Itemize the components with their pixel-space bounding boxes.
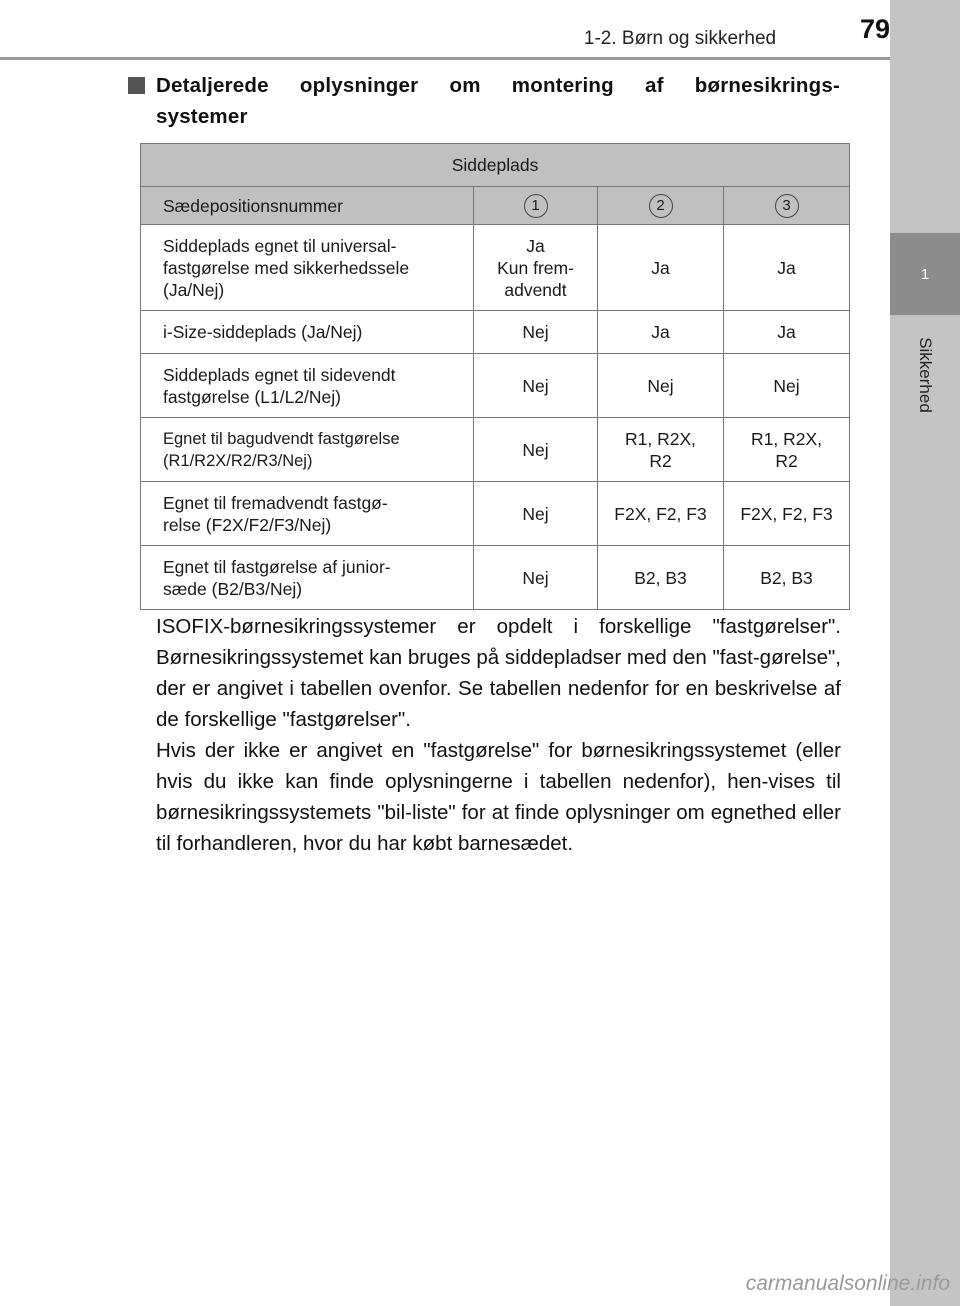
row-label: Egnet til bagudvendt fastgørelse (R1/R2X/R2/R3/Nej) — [141, 418, 474, 482]
seat-position-label: Sædepositionsnummer — [141, 187, 474, 225]
row-label: Egnet til fremadvendt fastgø- relse (F2X/F2/F3/Nej) — [141, 482, 474, 546]
cell-value: R1, R2X, R2 — [724, 418, 850, 482]
table-title: Siddeplads — [141, 144, 850, 187]
cell-value: R1, R2X, R2 — [598, 418, 724, 482]
circled-number-icon: 1 — [524, 194, 548, 218]
circled-number-icon: 3 — [775, 194, 799, 218]
heading-text: Detaljerede oplysninger om montering af børnesikrings-systemer — [156, 74, 840, 128]
header-section-title: 1-2. Børn og sikkerhed — [583, 28, 777, 49]
table-row — [141, 354, 850, 418]
heading-square-marker — [128, 77, 145, 94]
row-label: i-Size-siddeplads (Ja/Nej) — [141, 311, 474, 354]
cell-value: F2X, F2, F3 — [724, 482, 850, 546]
chapter-number-tab[interactable]: 1 — [890, 233, 960, 315]
cell-value: Nej — [474, 418, 598, 482]
body-text — [156, 611, 841, 859]
paragraph: Hvis der ikke er angivet en "fastgørelse" for børnesikringssystemet (eller hvis du ikke kan finde oplysningerne i tabellen nedenfor), hen-vises til børnesikringssystemets "bil-liste" for at finde oplysninger om egnethed eller til forhandleren, hvor du har købt barnesædet. — [156, 739, 841, 855]
watermark: carmanualsonline.info — [745, 1272, 950, 1295]
header-divider — [0, 57, 890, 60]
cell-value: Ja — [598, 311, 724, 354]
cell-value: Nej — [474, 354, 598, 418]
circled-number-icon: 2 — [649, 194, 673, 218]
row-label: Siddeplads egnet til universal- fastgørelse med sikkerhedssele (Ja/Nej) — [141, 225, 474, 311]
table-row — [141, 482, 850, 546]
chapter-label: Sikkerhed — [916, 337, 935, 413]
table-row — [141, 418, 850, 482]
section-heading — [128, 70, 840, 132]
cell-value: Nej — [724, 354, 850, 418]
row-label: Siddeplads egnet til sidevendt fastgørelse (L1/L2/Nej) — [141, 354, 474, 418]
row-label: Egnet til fastgørelse af junior- sæde (B2/B3/Nej) — [141, 546, 474, 610]
cell-value: Nej — [474, 311, 598, 354]
cell-value: Ja — [724, 311, 850, 354]
table-row — [141, 311, 850, 354]
seat-number-3 — [724, 187, 850, 225]
seat-number-2 — [598, 187, 724, 225]
cell-value: Nej — [474, 482, 598, 546]
table-row — [141, 225, 850, 311]
seating-position-table — [140, 143, 850, 610]
seat-number-1 — [474, 187, 598, 225]
page-number: 79 — [859, 14, 890, 44]
side-tab-strip — [890, 0, 960, 1306]
paragraph: ISOFIX-børnesikringssystemer er opdelt i forskellige "fastgørelser". Børnesikringssystemet kan bruges på siddepladser med den "fast-gørelse", der er angivet i tabellen ovenfor. Se tabellen nedenfor for en beskrivelse af de forskellige "fastgørelser". — [156, 615, 841, 731]
cell-value: B2, B3 — [598, 546, 724, 610]
table-title-row — [141, 144, 850, 187]
table-row — [141, 546, 850, 610]
table-seat-number-row — [141, 187, 850, 225]
cell-value: Ja — [598, 225, 724, 311]
cell-value: Ja — [724, 225, 850, 311]
cell-value: B2, B3 — [724, 546, 850, 610]
cell-value: F2X, F2, F3 — [598, 482, 724, 546]
cell-value: Ja Kun frem- advendt — [474, 225, 598, 311]
cell-value: Nej — [598, 354, 724, 418]
cell-value: Nej — [474, 546, 598, 610]
